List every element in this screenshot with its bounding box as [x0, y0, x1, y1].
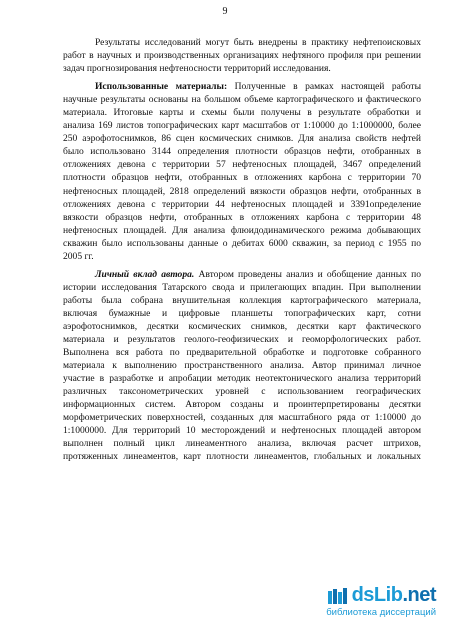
text-line: материала и результатов геолого-геофизических и геоморфологических работ. — [63, 334, 421, 346]
paragraph-materials — [63, 80, 421, 263]
books-icon — [327, 587, 349, 605]
text-line: морфометрических поверхностей, созданных для масштабного ряда от 1:10000 до — [63, 412, 421, 424]
text-line: Результаты исследований могут быть внедрены в практику нефтепоисковых — [95, 37, 421, 48]
text-line: 1:1000000. Для территорий 10 месторождений и нефтеносных площадей автором — [63, 425, 421, 437]
text-line: материала. Итоговые карты и схемы были получены в результате обработки и — [63, 107, 421, 119]
text-line: различных таксонометрических уровней с использованием географических — [63, 386, 421, 398]
section-heading-contribution: Личный вклад автора. — [95, 268, 195, 280]
text-line: вязкости образцов нефти, отобранных в отложениях карбона с территории 48 — [63, 211, 421, 223]
text-line: отложениях девона с территории 44 нефтеносных площадей и 3391определение — [63, 198, 421, 210]
text-line: 2005 гг. — [63, 250, 94, 262]
text-line: участие в разработке и апробации методик неотектонического анализа территорий — [63, 373, 421, 385]
text-line: нефтеносных площадей. Для анализа флюидодинамического режима добывающих — [63, 224, 421, 236]
text-line: было использовано 3144 определения плотности образцов нефти, отобранных в — [63, 146, 421, 158]
text-line: протяженных линеаментов, карт плотности линеаментов, глобальных и локальных — [63, 451, 421, 463]
paragraph-contribution — [63, 268, 421, 464]
page-number: 9 — [222, 6, 228, 17]
text-line: скважин было использованы данные о дебитах 6000 скважин, за период с 1955 по — [63, 237, 421, 249]
text-line: включая бумажные и цифровые планшеты топографических карт, сотни — [63, 307, 421, 319]
text-line: Использованные материалы: Полученные в рамках настоящей работы — [95, 81, 421, 93]
dslib-watermark[interactable] — [296, 585, 436, 621]
text-line: анализа 169 листов топографических карт масштабов от 1:10000 до 1:1000000, более — [63, 120, 421, 132]
text-line: информационных систем. Автором созданы и проинтерпретированы десятки — [63, 399, 421, 411]
paragraph-results — [63, 36, 421, 75]
section-heading-materials: Использованные материалы: — [95, 81, 228, 93]
text-line: материала к выполнению пространственного анализа. Автор принимал личное — [63, 360, 421, 372]
text-line: задач прогнозирования нефтеносности территорий исследования. — [63, 63, 331, 75]
text-line: работ в научных и производственных организациях нефтяного профиля при решении — [63, 50, 421, 62]
text-line: Выполнена вся работа по предварительной обработке и подготовке собранного — [63, 347, 421, 359]
text-line: нефтеносных площадей, 2818 определений вязкости образцов нефти, отобранных в — [63, 185, 421, 197]
text-line: отложениях девона с территории 57 нефтеносных площадей, 3467 определений — [63, 159, 421, 171]
text-line: истории исследования Татарского свода и прилегающих впадин. При выполнении — [63, 281, 421, 293]
text-line: плотности образцов нефти, отобранных в отложениях карбона с территории 70 — [63, 172, 421, 184]
document-body — [63, 36, 421, 464]
logo-text: dsLib.net — [351, 584, 436, 606]
text-line: работы была собрана внушительная коллекция картографического материала, — [63, 294, 421, 306]
text-line: аэрофотоснимков, десятки космических снимков, десятки карт фактического — [63, 320, 421, 332]
text-line: выполнен полный цикл линеаментного анализа, включая расчет штрихов, — [63, 438, 421, 450]
text-line: 250 аэрофотоснимков, 86 сцен космических снимков. Для анализа свойств нефтей — [63, 133, 421, 145]
text-line: Личный вклад автора. Автором проведены анализ и обобщение данных по — [95, 268, 421, 280]
logo — [296, 585, 436, 605]
logo-tagline: библиотека диссертаций — [326, 607, 436, 618]
text-line: научные результаты основаны на большом объеме картографического и фактического — [63, 94, 421, 106]
